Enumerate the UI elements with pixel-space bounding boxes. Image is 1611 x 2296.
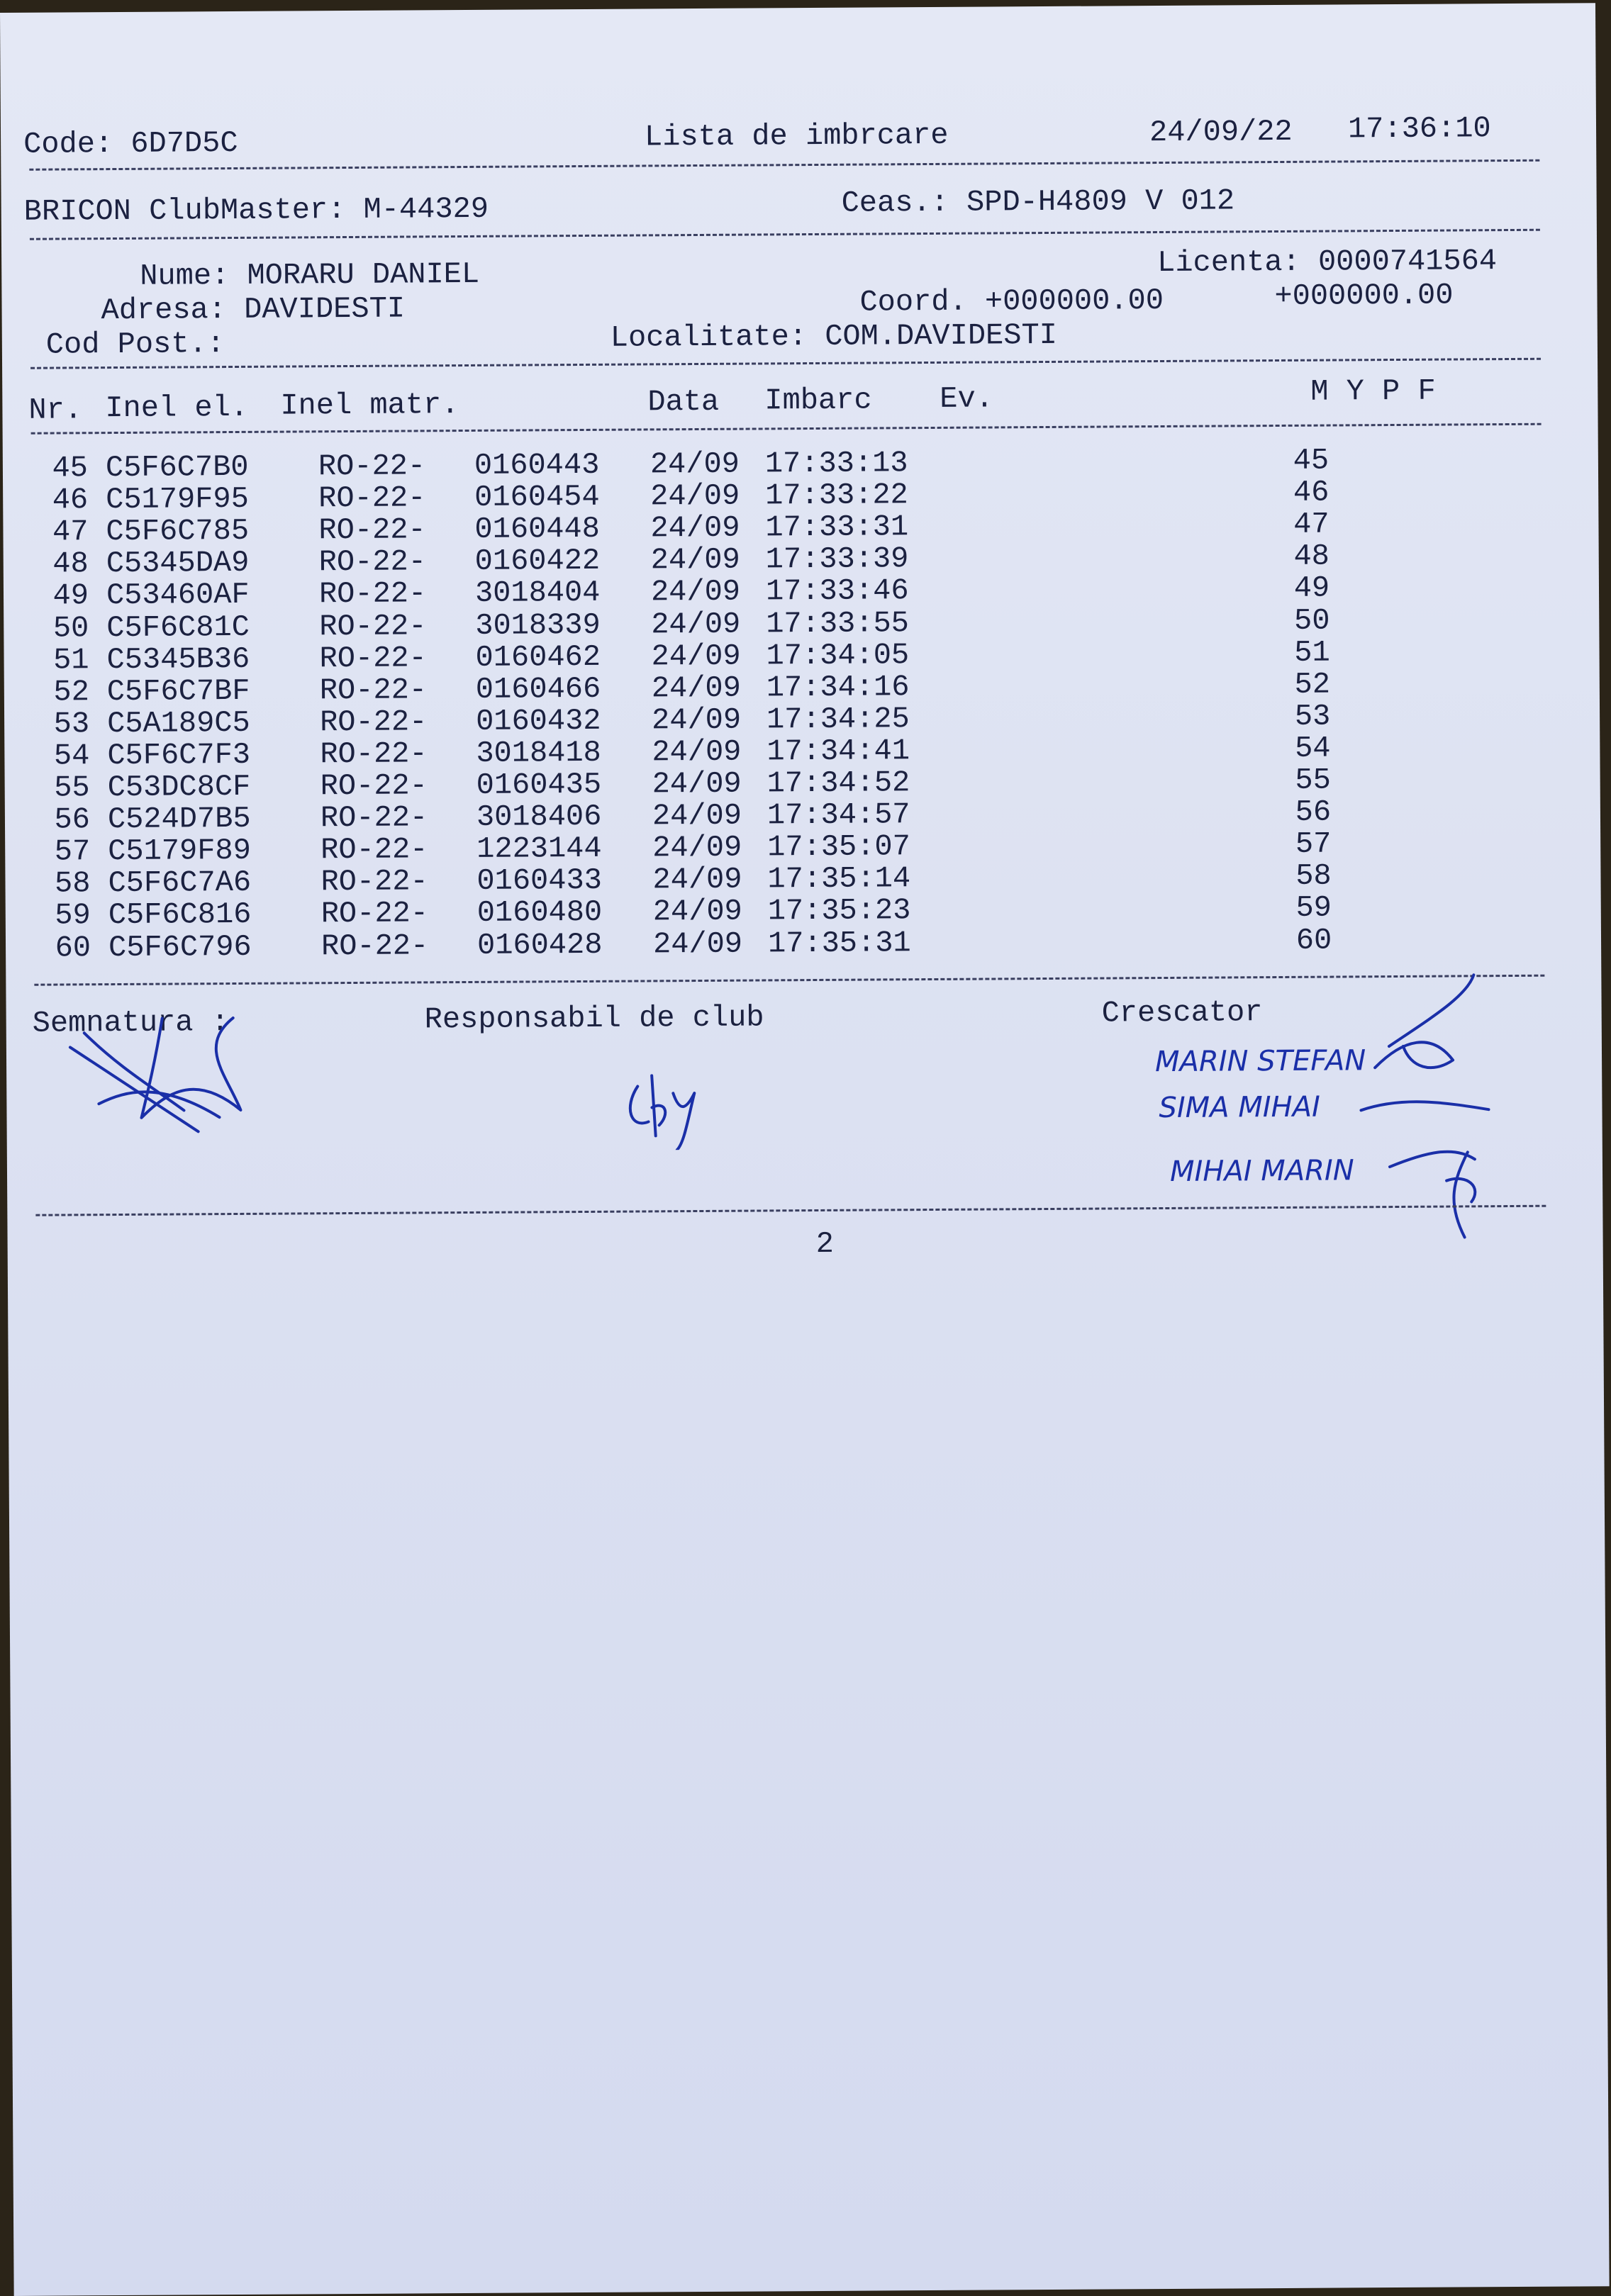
handwritten-breeder-2: SIMA MIHAI	[1159, 1090, 1320, 1125]
electronic-ring: C5F6C796	[108, 929, 252, 965]
mypf-value: 53	[1294, 699, 1331, 734]
mypf-value: 50	[1293, 603, 1330, 638]
basket-time: 17:34:41	[767, 734, 910, 769]
ring-number: 0160462	[475, 639, 601, 675]
ring-number: 3018404	[474, 576, 601, 611]
row-number: 51	[53, 642, 89, 678]
row-number: 52	[53, 674, 90, 710]
signature-label: Semnatura :	[32, 1005, 230, 1041]
col-header-data: Data	[647, 384, 720, 420]
separator	[31, 423, 1542, 435]
coordinates-lat: Coord. +000000.00	[859, 283, 1164, 320]
mypf-value: 56	[1295, 795, 1332, 829]
clock-id: Ceas.: SPD-H4809 V 012	[841, 184, 1235, 220]
mypf-value: 49	[1293, 571, 1330, 606]
breeder-label: Crescator	[1101, 995, 1263, 1031]
breeder-signature-scribble	[1346, 968, 1518, 1266]
ring-number: 1223144	[476, 831, 602, 867]
ring-number: 0160432	[475, 703, 601, 739]
electronic-ring: C5A189C5	[106, 705, 250, 741]
basket-date: 24/09	[650, 447, 740, 482]
ring-number: 0160428	[476, 927, 603, 963]
separator	[30, 229, 1540, 240]
row-number: 50	[52, 610, 89, 646]
electronic-ring: C5179F95	[106, 481, 249, 517]
separator	[34, 975, 1544, 986]
ring-prefix: RO-22-	[320, 737, 428, 772]
ring-number: 0160422	[474, 544, 601, 579]
owner-address: Adresa: DAVIDESTI	[101, 291, 406, 328]
mypf-value: 45	[1293, 443, 1330, 478]
row-number: 55	[54, 771, 90, 805]
print-date: 24/09/22	[1149, 114, 1293, 150]
basket-date: 24/09	[650, 510, 740, 546]
signature-scribble	[56, 1004, 284, 1147]
club-responsible-label: Responsabil de club	[424, 1000, 764, 1037]
basket-date: 24/09	[651, 702, 742, 738]
mypf-value: 51	[1294, 635, 1330, 670]
electronic-ring: C5F6C7B0	[105, 449, 249, 486]
separator	[30, 358, 1541, 369]
basket-time: 17:34:25	[766, 701, 910, 737]
owner-name: Nume: MORARU DANIEL	[140, 257, 480, 293]
club-signature-scribble	[616, 1065, 709, 1150]
basket-date: 24/09	[652, 734, 742, 770]
basket-time: 17:35:07	[767, 829, 910, 865]
ring-prefix: RO-22-	[319, 608, 427, 644]
basket-date: 24/09	[651, 671, 742, 706]
basket-time: 17:34:57	[767, 797, 910, 833]
col-header-mypf: M Y P F	[1310, 374, 1436, 409]
basket-time: 17:34:16	[766, 669, 910, 705]
basket-time: 17:33:55	[766, 605, 910, 641]
row-number: 45	[52, 451, 89, 486]
basket-time: 17:33:13	[764, 446, 908, 481]
basket-time: 17:33:31	[765, 510, 909, 545]
mypf-value: 57	[1295, 827, 1332, 862]
basket-time: 17:33:22	[765, 478, 908, 513]
basket-date: 24/09	[652, 766, 742, 802]
electronic-ring: C5F6C816	[108, 897, 252, 933]
document-title: Lista de imbrcare	[644, 118, 949, 155]
ring-prefix: RO-22-	[318, 513, 426, 548]
mypf-value: 48	[1293, 539, 1330, 574]
ring-prefix: RO-22-	[318, 544, 427, 580]
mypf-value: 55	[1295, 763, 1331, 797]
ring-prefix: RO-22-	[320, 800, 428, 836]
ring-number: 0160443	[474, 447, 600, 483]
row-number: 58	[54, 866, 91, 901]
row-number: 54	[53, 739, 90, 773]
basket-date: 24/09	[651, 639, 741, 673]
electronic-ring: C5345B36	[106, 642, 250, 677]
ring-number: 0160466	[475, 671, 601, 707]
row-number: 49	[52, 578, 89, 613]
basket-date: 24/09	[651, 607, 741, 642]
row-number: 57	[54, 834, 91, 869]
ring-number: 3018406	[476, 799, 602, 835]
mypf-value: 47	[1293, 507, 1330, 542]
ring-prefix: RO-22-	[320, 832, 428, 868]
coordinates-lon: +000000.00	[1274, 278, 1454, 314]
electronic-ring: C5179F89	[108, 834, 252, 869]
ring-prefix: RO-22-	[320, 864, 428, 900]
basket-date: 24/09	[650, 478, 740, 514]
ring-number: 3018418	[476, 735, 601, 771]
electronic-ring: C5F6C785	[106, 514, 250, 549]
mypf-value: 54	[1295, 731, 1331, 766]
basket-date: 24/09	[650, 575, 741, 610]
ring-number: 0160454	[474, 479, 600, 515]
ring-prefix: RO-22-	[320, 896, 429, 931]
ring-prefix: RO-22-	[320, 928, 429, 963]
ring-number: 0160433	[476, 863, 603, 899]
basket-date: 24/09	[652, 862, 742, 897]
electronic-ring: C53460AF	[106, 578, 250, 613]
basket-time: 17:35:14	[767, 861, 911, 897]
electronic-ring: C5F6C7BF	[106, 673, 250, 709]
ring-prefix: RO-22-	[319, 673, 428, 707]
electronic-ring: C524D7B5	[107, 801, 251, 837]
electronic-ring: C5345DA9	[106, 546, 250, 581]
basket-time: 17:33:46	[765, 573, 909, 609]
separator	[29, 159, 1539, 171]
electronic-ring: C53DC8CF	[107, 769, 251, 805]
document-page	[0, 3, 1610, 2296]
basket-date: 24/09	[652, 895, 742, 929]
ring-prefix: RO-22-	[318, 576, 427, 612]
basket-time: 17:35:23	[767, 893, 911, 929]
ring-number: 3018339	[475, 607, 601, 643]
basket-time: 17:35:31	[767, 925, 911, 961]
electronic-ring: C5F6C81C	[106, 610, 250, 645]
col-header-nr: Nr.	[28, 393, 83, 427]
electronic-ring: C5F6C7A6	[108, 866, 252, 901]
separator	[35, 1205, 1546, 1216]
clubmaster-id: BRICON ClubMaster: M-44329	[23, 191, 489, 229]
document-code: Code: 6D7D5C	[23, 125, 238, 162]
page-number: 2	[815, 1226, 834, 1262]
handwritten-breeder-1: MARIN STEFAN	[1154, 1044, 1366, 1079]
row-number: 46	[52, 483, 89, 517]
postal-code-label: Cod Post.:	[45, 327, 225, 362]
license-number: Licenta: 0000741564	[1157, 244, 1498, 281]
basket-time: 17:34:52	[767, 766, 910, 801]
electronic-ring: C5F6C7F3	[107, 737, 251, 773]
row-number: 56	[54, 802, 91, 837]
basket-date: 24/09	[650, 542, 740, 578]
col-header-imbarc: Imbarc	[764, 383, 872, 418]
basket-date: 24/09	[652, 926, 743, 961]
mypf-value: 52	[1294, 667, 1331, 702]
ring-prefix: RO-22-	[318, 449, 426, 484]
row-number: 60	[55, 930, 91, 965]
locality: Localitate: COM.DAVIDESTI	[610, 318, 1058, 355]
mypf-value: 60	[1295, 923, 1332, 958]
basket-time: 17:33:39	[765, 542, 909, 577]
basket-time: 17:34:05	[766, 637, 910, 673]
mypf-value: 59	[1295, 890, 1332, 926]
basket-date: 24/09	[652, 798, 742, 834]
basket-date: 24/09	[652, 830, 742, 866]
ring-prefix: RO-22-	[319, 640, 427, 676]
ring-prefix: RO-22-	[319, 705, 428, 740]
col-header-inel-matr: Inel matr.	[280, 388, 459, 423]
ring-number: 0160480	[476, 895, 603, 931]
print-time: 17:36:10	[1347, 111, 1491, 147]
row-number: 48	[52, 547, 89, 581]
row-number: 47	[52, 515, 89, 549]
mypf-value: 58	[1295, 858, 1332, 894]
mypf-value: 46	[1293, 475, 1330, 510]
ring-number: 0160435	[476, 767, 602, 802]
col-header-ev: Ev.	[940, 381, 994, 416]
col-header-inel-el: Inel el.	[105, 390, 249, 426]
row-number: 59	[55, 898, 91, 933]
ring-prefix: RO-22-	[320, 768, 428, 804]
handwritten-breeder-3: MIHAI MARIN	[1169, 1154, 1354, 1188]
ring-number: 0160448	[474, 512, 601, 547]
ring-prefix: RO-22-	[318, 481, 426, 516]
row-number: 53	[53, 707, 90, 741]
